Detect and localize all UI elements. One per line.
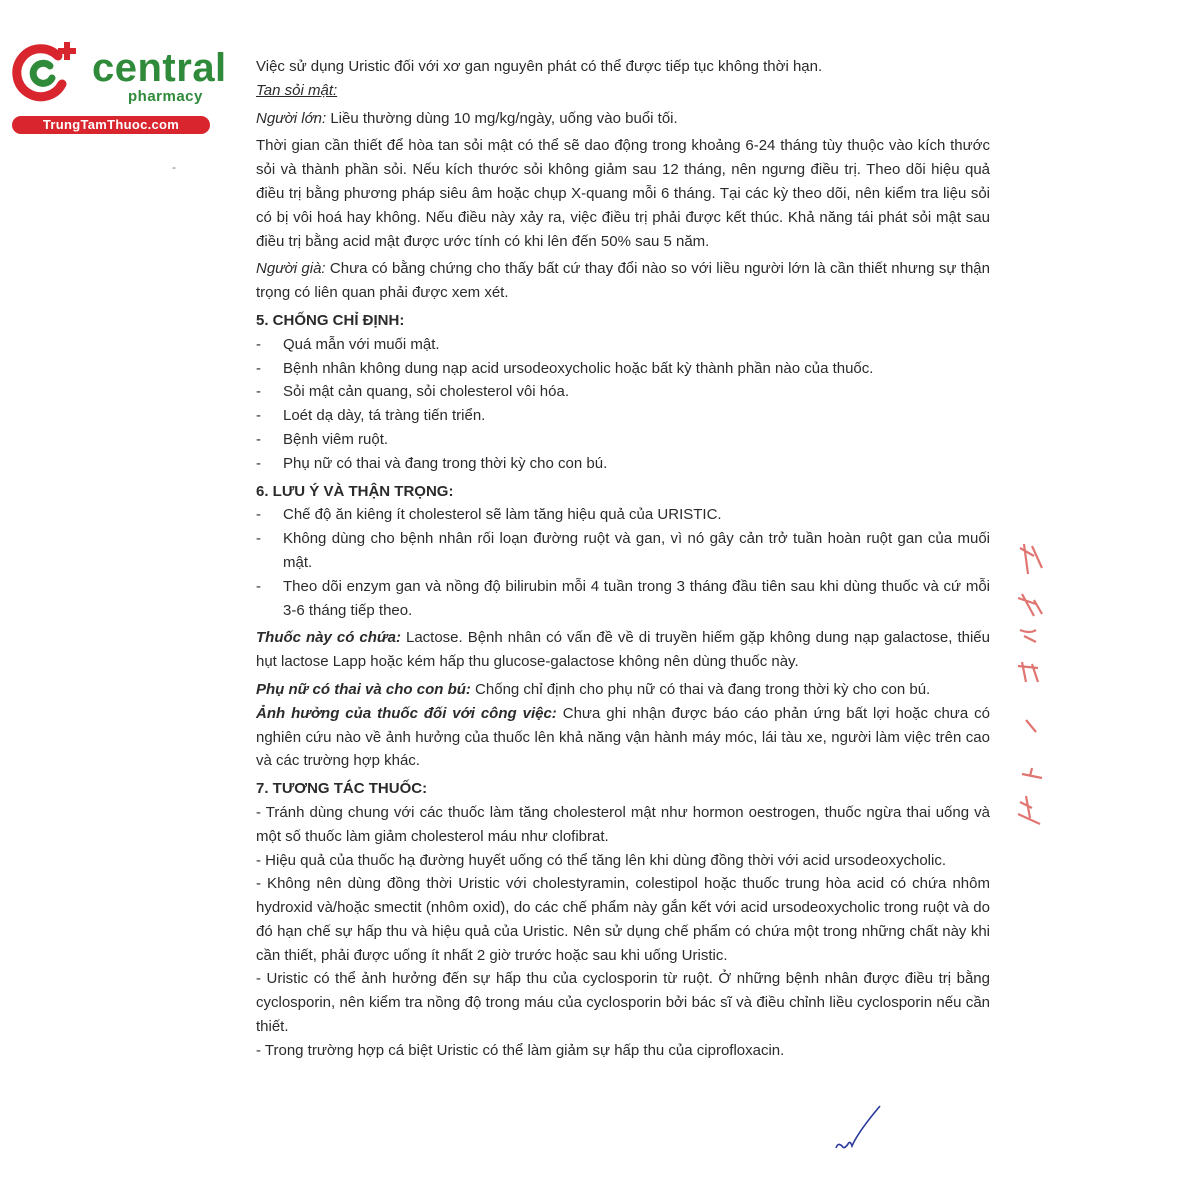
list-item — [256, 428, 990, 452]
list-item-text: Loét dạ dày, tá tràng tiến triển. — [283, 407, 486, 425]
interaction-paragraph: - Trong trường hợp cá biệt Uristic có thể làm giảm sự hấp thu của ciprofloxacin. — [256, 1041, 785, 1059]
adult-dose-paragraph — [256, 107, 990, 131]
central-logo-icon — [10, 38, 80, 108]
list-item-text: Phụ nữ có thai và đang trong thời kỳ cho con bú. — [283, 454, 608, 472]
list-item — [256, 380, 990, 404]
list-item-text: Sỏi mật cản quang, sỏi cholesterol vôi hóa. — [283, 383, 570, 401]
section-5-title: 5. CHỐNG CHỈ ĐỊNH: — [256, 311, 405, 329]
interaction-paragraph: - Hiệu quả của thuốc hạ đường huyết uống có thể tăng lên khi dùng đồng thời với acid ursodeoxycholic. — [256, 851, 946, 869]
list-item — [256, 404, 990, 428]
lactose-paragraph — [256, 626, 990, 674]
list-item-text: Bệnh nhân không dung nạp acid ursodeoxycholic hoặc bất kỳ thành phần nào của thuốc. — [283, 359, 874, 377]
duration-paragraph: Thời gian cần thiết để hòa tan sỏi mật có thể sẽ dao động trong khoảng 6-24 tháng tùy thuộc vào kích thước sỏi và thành phần sỏi. Nếu kích thước sỏi không giảm sau 12 tháng, nên ngưng điều trị. Theo dõi hiệu quả điều trị bằng phương pháp siêu âm hoặc chụp X-quang mỗi 6 tháng. Tại các kỳ theo dõi, nên kiểm tra liệu sỏi có bị vôi hoá hay không. Nếu điều này xảy ra, việc điều trị phải được kết thúc. Khả năng tái phát sỏi mật sau điều trị bằng acid mật được ước tính có khi lên đến 50% sau 5 năm. — [256, 137, 990, 250]
pregnancy-label: Phụ nữ có thai và cho con bú: — [256, 680, 471, 698]
signature-icon — [832, 1100, 882, 1160]
list-item — [256, 452, 990, 476]
list-item — [256, 503, 990, 527]
elderly-text: Chưa có bằng chứng cho thấy bất cứ thay đổi nào so với liều người lớn là cần thiết nhưng sự thận trọng có liên quan phải được xem xét. — [256, 260, 990, 302]
list-item — [256, 527, 990, 575]
work-effect-label: Ảnh hưởng của thuốc đối với công việc: — [256, 704, 557, 722]
list-dash: - — [256, 430, 261, 448]
intro-paragraph: Việc sử dụng Uristic đối với xơ gan nguyên phát có thể được tiếp tục không thời hạn. — [256, 58, 823, 75]
list-item-text: Không dùng cho bệnh nhân rối loạn đường ruột và gan, vì nó gây cản trở tuần hoàn ruột gan của muối mật. — [283, 530, 990, 571]
stamp-marks-icon — [1012, 540, 1052, 830]
logo-name: central — [92, 46, 227, 90]
adult-text: Liều thường dùng 10 mg/kg/ngày, uống vào buổi tối. — [326, 109, 678, 127]
list-dash: - — [256, 359, 261, 377]
work-effect-paragraph — [256, 702, 990, 773]
elderly-label: Người già: — [256, 260, 326, 278]
list-item — [256, 575, 990, 623]
gallstone-heading: Tan sỏi mật: — [256, 81, 338, 99]
lactose-text: Lactose. Bệnh nhân có vấn đề về di truyền hiếm gặp không dung nạp galactose, thiếu hụt lactose Lapp hoặc kém hấp thu glucose-galactose không nên dùng thuốc này. — [256, 629, 990, 671]
interaction-paragraph: - Uristic có thể ảnh hưởng đến sự hấp thu của cyclosporin từ ruột. Ở những bệnh nhân được điều trị bằng cyclosporin, nên kiểm tra nồng độ trong máu của cyclosporin bởi bác sĩ và điều chỉnh liều cyclosporin nếu cần thiết. — [256, 970, 990, 1036]
pregnancy-text: Chống chỉ định cho phụ nữ có thai và đang trong thời kỳ cho con bú. — [470, 680, 931, 698]
work-effect-text: Chưa ghi nhận được báo cáo phản ứng bất lợi hoặc chưa có nghiên cứu nào về ảnh hưởng của thuốc lên khả năng vận hành máy móc, lái tàu xe, người làm việc trên cao và các trường hợp khác. — [256, 704, 990, 770]
list-item — [256, 333, 990, 357]
central-pharmacy-logo[interactable] — [10, 38, 227, 138]
list-dash: - — [256, 335, 261, 353]
stray-mark: - — [172, 160, 176, 174]
list-dash: - — [256, 407, 261, 425]
adult-label: Người lớn: — [256, 109, 327, 127]
pregnancy-paragraph — [256, 678, 990, 702]
section-7-title: 7. TƯƠNG TÁC THUỐC: — [256, 780, 428, 798]
list-dash: - — [256, 577, 261, 595]
lactose-label: Thuốc này có chứa: — [256, 629, 401, 647]
list-item-text: Bệnh viêm ruột. — [283, 430, 389, 448]
logo-subtitle: pharmacy — [128, 88, 203, 105]
interaction-paragraph: - Tránh dùng chung với các thuốc làm tăng cholesterol mật như hormon oestrogen, thuốc ngừa thai uống và một số thuốc làm giảm cholesterol máu như clofibrat. — [256, 803, 990, 845]
logo-website[interactable]: TrungTamThuoc.com — [12, 116, 210, 134]
list-item-text: Theo dõi enzym gan và nồng độ bilirubin mỗi 4 tuần trong 3 tháng đầu tiên sau khi dùng thuốc và cứ mỗi 3-6 tháng tiếp theo. — [283, 577, 990, 619]
red-stamp — [1012, 540, 1052, 830]
list-dash: - — [256, 506, 261, 524]
document-body — [256, 55, 990, 1063]
interaction-paragraph: - Không nên dùng đồng thời Uristic với cholestyramin, colestipol hoặc thuốc trung hòa acid có chứa nhôm hydroxid và/hoặc smectit (nhôm oxid), do các chế phẩm này gắn kết với acid ursodeoxycholic trong ruột và do đó hạn chế sự hấp thu và hiệu quả của Uristic. Nên sử dụng chế phẩm có chứa một trong những chất này khi cần thiết, phải được uống ít nhất 2 giờ trước hoặc sau khi uống Uristic. — [256, 875, 990, 964]
list-dash: - — [256, 383, 261, 401]
list-item — [256, 357, 990, 381]
list-dash: - — [256, 530, 261, 548]
section-6-title: 6. LƯU Ý VÀ THẬN TRỌNG: — [256, 482, 454, 500]
list-dash: - — [256, 454, 261, 472]
elderly-paragraph — [256, 257, 990, 305]
list-item-text: Chế độ ăn kiêng ít cholesterol sẽ làm tăng hiệu quả của URISTIC. — [283, 506, 722, 524]
list-item-text: Quá mẫn với muối mật. — [283, 335, 440, 353]
